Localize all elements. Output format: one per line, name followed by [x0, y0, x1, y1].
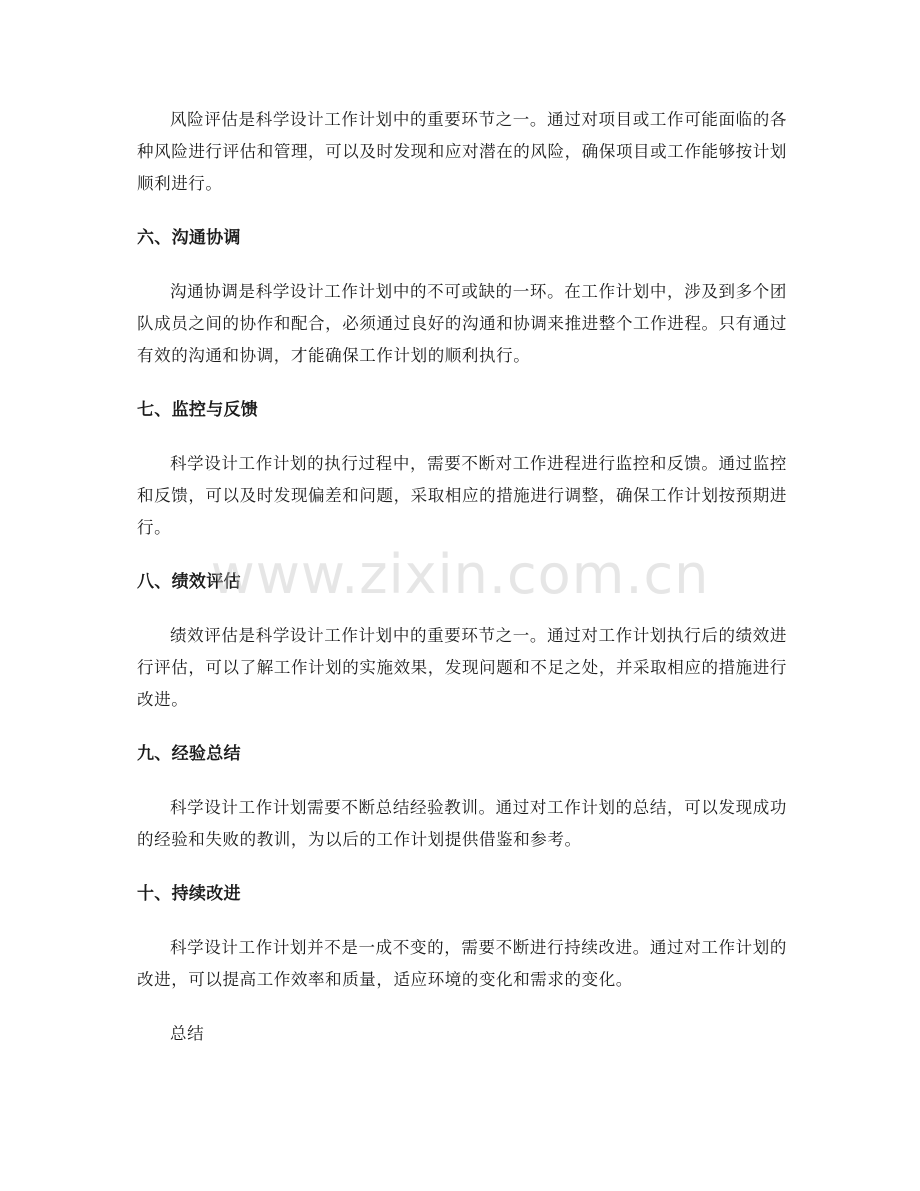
spacer — [137, 716, 787, 738]
spacer — [137, 598, 787, 620]
spacer — [137, 254, 787, 276]
spacer — [137, 770, 787, 792]
paragraph-performance: 绩效评估是科学设计工作计划中的重要环节之一。通过对工作计划执行后的绩效进行评估，可以了解工作计划的实施效果，发现问题和不足之处，并采取相应的措施进行改进。 — [137, 626, 787, 709]
paragraph-monitoring: 科学设计工作计划的执行过程中，需要不断对工作进程进行监控和反馈。通过监控和反馈，可以及时发现偏差和问题，采取相应的措施进行调整，确保工作计划按预期进行。 — [137, 454, 787, 537]
spacer — [137, 544, 787, 566]
document-body — [137, 104, 787, 1050]
heading-monitoring: 七、监控与反馈 — [137, 400, 259, 420]
heading-performance: 八、绩效评估 — [137, 572, 241, 592]
spacer — [137, 856, 787, 878]
spacer — [137, 426, 787, 448]
spacer — [137, 996, 787, 1018]
paragraph-risk-assessment: 风险评估是科学设计工作计划中的重要环节之一。通过对项目或工作可能面临的各种风险进行评估和管理，可以及时发现和应对潜在的风险，确保项目或工作能够按计划顺利进行。 — [137, 110, 787, 193]
spacer — [137, 910, 787, 932]
watermark: www.zixin.com.cn — [210, 543, 710, 606]
paragraph-communication: 沟通协调是科学设计工作计划中的不可或缺的一环。在工作计划中，涉及到多个团队成员之间的协作和配合，必须通过良好的沟通和协调来推进整个工作进程。只有通过有效的沟通和协调，才能确保工作计划的顺利执行。 — [137, 282, 787, 365]
heading-improvement: 十、持续改进 — [137, 884, 241, 904]
paragraph-experience: 科学设计工作计划需要不断总结经验教训。通过对工作计划的总结，可以发现成功的经验和失败的教训，为以后的工作计划提供借鉴和参考。 — [137, 798, 787, 849]
heading-communication: 六、沟通协调 — [137, 228, 241, 248]
spacer — [137, 372, 787, 394]
paragraph-improvement: 科学设计工作计划并不是一成不变的，需要不断进行持续改进。通过对工作计划的改进，可以提高工作效率和质量，适应环境的变化和需求的变化。 — [137, 938, 787, 989]
summary-label: 总结 — [170, 1024, 205, 1043]
heading-experience: 九、经验总结 — [137, 744, 241, 764]
spacer — [137, 200, 787, 222]
